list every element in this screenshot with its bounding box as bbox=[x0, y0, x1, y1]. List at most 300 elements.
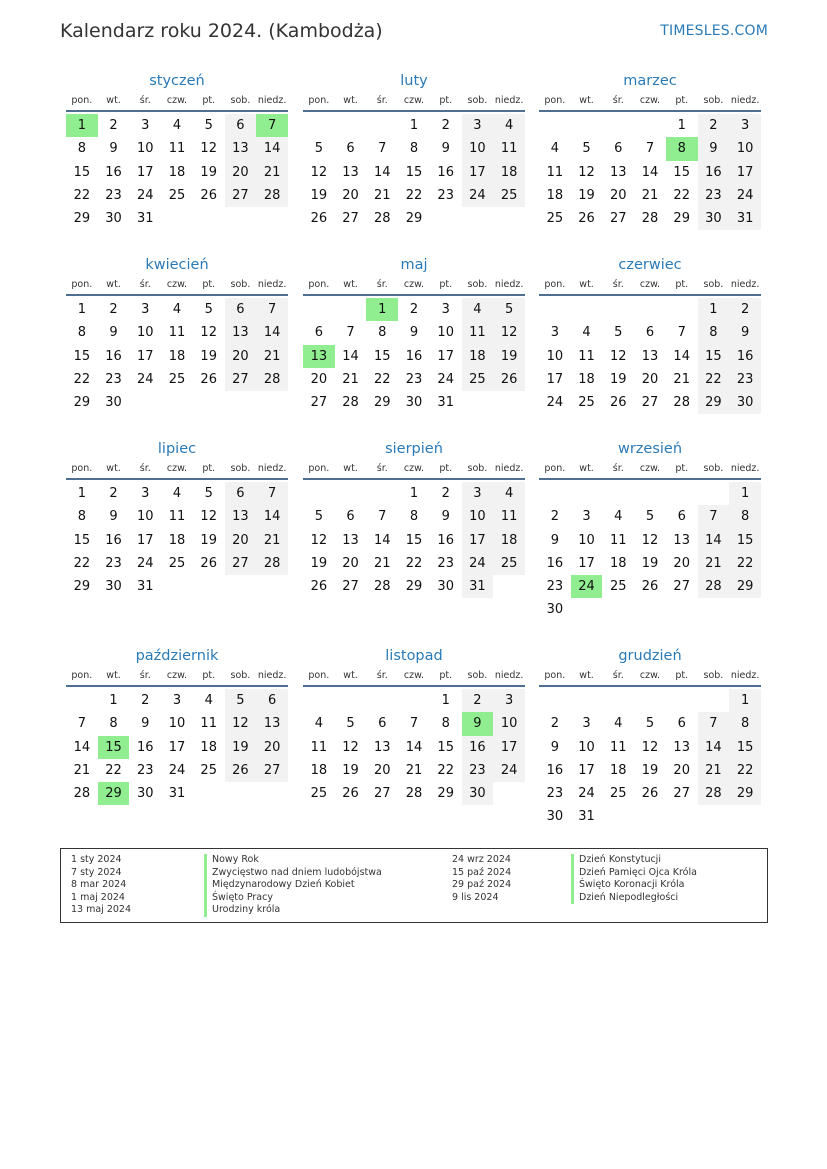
month-name: marzec bbox=[623, 73, 677, 89]
day-cell: 25 bbox=[462, 368, 494, 391]
day-cell: 26 bbox=[310, 579, 328, 595]
day-cell: 26 bbox=[342, 786, 359, 802]
day-cell: 23 bbox=[105, 371, 122, 387]
day-cell: 15 bbox=[698, 345, 730, 368]
day-cell: 13 bbox=[342, 532, 359, 548]
day-cell: 8 bbox=[729, 712, 761, 735]
day-cell: 8 bbox=[441, 716, 450, 732]
day-cell: 28 bbox=[256, 552, 288, 575]
weekday-label: wt. bbox=[579, 95, 594, 106]
day-cell: 30 bbox=[105, 395, 122, 411]
day-cell: 28 bbox=[73, 786, 91, 802]
day-cell: 10 bbox=[437, 325, 454, 341]
day-cell: 29 bbox=[437, 786, 454, 802]
weekday-label: sob. bbox=[703, 670, 724, 681]
day-cell: 26 bbox=[641, 786, 659, 802]
day-cell: 11 bbox=[546, 164, 564, 180]
day-grid bbox=[303, 114, 525, 230]
empty-cell bbox=[303, 689, 335, 712]
day-cell: 31 bbox=[578, 809, 595, 825]
weekday-label: śr. bbox=[139, 670, 151, 681]
day-cell: 8 bbox=[409, 509, 419, 525]
day-cell: 22 bbox=[437, 762, 454, 778]
day-cell: 11 bbox=[168, 509, 186, 525]
day-cell: 29 bbox=[73, 395, 91, 411]
day-cell: 22 bbox=[729, 552, 761, 575]
day-cell: 27 bbox=[256, 759, 288, 782]
month-block bbox=[66, 438, 288, 598]
day-cell: 7 bbox=[645, 141, 655, 157]
day-cell: 5 bbox=[645, 509, 655, 525]
day-cell: 7 bbox=[378, 141, 387, 157]
day-grid bbox=[66, 114, 288, 230]
day-cell: 22 bbox=[73, 187, 91, 203]
day-cell: 29 bbox=[729, 782, 761, 805]
day-cell: 12 bbox=[342, 739, 359, 755]
weekday-label: wt. bbox=[579, 279, 594, 290]
weekday-label: śr. bbox=[376, 279, 388, 290]
empty-cell bbox=[539, 689, 571, 712]
day-cell: 21 bbox=[256, 529, 288, 552]
day-cell: 31 bbox=[168, 786, 186, 802]
weekday-label: wt. bbox=[579, 670, 594, 681]
day-cell: 11 bbox=[310, 739, 328, 755]
day-cell: 9 bbox=[109, 325, 118, 341]
weekday-label: czw. bbox=[403, 279, 425, 290]
weekday-label: czw. bbox=[639, 95, 661, 106]
day-cell: 18 bbox=[493, 529, 525, 552]
day-cell: 16 bbox=[405, 348, 423, 364]
day-cell: 28 bbox=[698, 782, 730, 805]
day-cell: 20 bbox=[673, 555, 690, 571]
day-cell: 13 bbox=[225, 321, 257, 344]
weekday-label: niedz. bbox=[730, 463, 760, 474]
day-cell: 4 bbox=[614, 509, 623, 525]
holiday-legend bbox=[60, 848, 768, 923]
day-cell: 17 bbox=[137, 532, 154, 548]
weekday-header bbox=[303, 276, 525, 296]
day-cell: 7 bbox=[77, 716, 86, 732]
day-cell: 11 bbox=[168, 325, 186, 341]
day-cell: 29 bbox=[673, 211, 690, 227]
day-cell: 13 bbox=[673, 532, 690, 548]
day-cell: 23 bbox=[405, 371, 423, 387]
day-cell: 26 bbox=[641, 579, 659, 595]
day-cell: 10 bbox=[137, 325, 154, 341]
day-cell: 4 bbox=[493, 482, 525, 505]
weekday-label: sob. bbox=[230, 279, 251, 290]
day-cell: 16 bbox=[546, 555, 564, 571]
day-cell: 5 bbox=[582, 141, 591, 157]
weekday-label: śr. bbox=[376, 463, 388, 474]
day-cell: 21 bbox=[405, 762, 423, 778]
weekday-label: pon. bbox=[71, 463, 93, 474]
day-cell: 6 bbox=[378, 716, 387, 732]
day-cell: 24 bbox=[578, 786, 595, 802]
day-cell: 30 bbox=[698, 207, 730, 230]
day-cell: 16 bbox=[698, 161, 730, 184]
day-cell: 6 bbox=[225, 114, 257, 137]
empty-cell bbox=[666, 689, 698, 712]
empty-cell bbox=[366, 482, 398, 505]
day-cell: 10 bbox=[729, 137, 761, 160]
day-cell: 7 bbox=[346, 325, 355, 341]
weekday-label: sob. bbox=[230, 463, 251, 474]
day-cell: 28 bbox=[405, 786, 423, 802]
day-cell: 5 bbox=[204, 302, 213, 317]
day-cell: 14 bbox=[698, 529, 730, 552]
day-cell: 1 bbox=[677, 118, 686, 133]
day-cell: 4 bbox=[493, 114, 525, 137]
weekday-label: niedz. bbox=[257, 670, 287, 681]
empty-cell bbox=[539, 114, 571, 137]
month-name: sierpień bbox=[385, 441, 443, 457]
day-cell: 20 bbox=[641, 371, 659, 387]
day-cell: 8 bbox=[77, 509, 86, 525]
weekday-header bbox=[539, 92, 761, 112]
weekday-header bbox=[539, 667, 761, 687]
day-cell: 11 bbox=[493, 137, 525, 160]
day-cell: 12 bbox=[200, 325, 217, 341]
day-cell: 15 bbox=[73, 348, 91, 364]
empty-cell bbox=[634, 114, 666, 137]
weekday-header bbox=[303, 667, 525, 687]
day-cell: 18 bbox=[462, 345, 494, 368]
day-cell: 27 bbox=[673, 579, 690, 595]
day-cell: 3 bbox=[582, 509, 591, 525]
day-cell: 23 bbox=[729, 368, 761, 391]
day-cell: 12 bbox=[200, 509, 217, 525]
day-cell: 30 bbox=[437, 579, 454, 595]
day-cell: 30 bbox=[405, 395, 423, 411]
weekday-label: czw. bbox=[639, 463, 661, 474]
day-cell: 19 bbox=[578, 187, 595, 203]
day-cell: 24 bbox=[546, 395, 564, 411]
day-grid bbox=[539, 114, 761, 230]
day-cell: 2 bbox=[441, 118, 450, 133]
day-cell: 20 bbox=[342, 187, 359, 203]
day-cell: 26 bbox=[578, 211, 595, 227]
day-cell: 18 bbox=[168, 164, 186, 180]
day-cell: 5 bbox=[204, 118, 213, 133]
day-cell: 29 bbox=[405, 579, 423, 595]
weekday-label: śr. bbox=[612, 95, 624, 106]
weekday-label: śr. bbox=[139, 95, 151, 106]
day-cell: 22 bbox=[673, 187, 690, 203]
day-cell: 9 bbox=[109, 141, 118, 157]
day-cell: 7 bbox=[256, 482, 288, 505]
day-cell: 29 bbox=[405, 211, 423, 227]
day-cell: 9 bbox=[550, 739, 559, 755]
month-name: styczeń bbox=[149, 73, 205, 89]
weekday-label: pon. bbox=[71, 95, 93, 106]
day-cell: 29 bbox=[73, 579, 91, 595]
empty-cell bbox=[602, 689, 634, 712]
day-cell: 22 bbox=[405, 187, 423, 203]
day-cell: 21 bbox=[698, 759, 730, 782]
day-cell: 4 bbox=[172, 486, 182, 501]
legend-holiday-name: Święto Koronacji Króla bbox=[571, 879, 697, 892]
day-cell: 23 bbox=[437, 187, 454, 203]
weekday-label: śr. bbox=[612, 463, 624, 474]
day-cell: 4 bbox=[614, 716, 623, 732]
day-cell: 12 bbox=[310, 532, 328, 548]
empty-cell bbox=[602, 114, 634, 137]
day-cell: 6 bbox=[225, 482, 257, 505]
legend-holiday-name: Zwycięstwo nad dniem ludobójstwa bbox=[204, 867, 382, 880]
day-cell: 20 bbox=[310, 371, 328, 387]
day-cell: 14 bbox=[405, 739, 423, 755]
day-cell: 29 bbox=[729, 575, 761, 598]
day-cell: 12 bbox=[493, 321, 525, 344]
day-cell: 27 bbox=[342, 211, 359, 227]
day-cell: 13 bbox=[641, 348, 659, 364]
day-cell: 14 bbox=[374, 164, 391, 180]
day-cell: 23 bbox=[105, 187, 122, 203]
legend-holiday-name: Dzień Pamięci Ojca Króla bbox=[571, 867, 697, 880]
day-cell: 25 bbox=[546, 211, 564, 227]
legend-holiday-name: Urodziny króla bbox=[204, 904, 382, 917]
month-block bbox=[303, 254, 525, 414]
month-name: luty bbox=[400, 73, 428, 89]
weekday-label: wt. bbox=[343, 670, 358, 681]
day-cell: 24 bbox=[493, 759, 525, 782]
legend-holiday-name: Międzynarodowy Dzień Kobiet bbox=[204, 879, 382, 892]
site-link[interactable]: TIMESLES.COM bbox=[660, 23, 768, 39]
day-cell: 27 bbox=[225, 184, 257, 207]
weekday-label: czw. bbox=[403, 95, 425, 106]
day-cell: 16 bbox=[105, 348, 122, 364]
weekday-label: niedz. bbox=[730, 279, 760, 290]
day-cell: 15 bbox=[73, 532, 91, 548]
weekday-label: wt. bbox=[343, 95, 358, 106]
month-block bbox=[539, 438, 761, 622]
weekday-label: pt. bbox=[675, 95, 689, 106]
day-cell: 6 bbox=[225, 298, 257, 321]
day-cell: 28 bbox=[641, 211, 659, 227]
month-block bbox=[539, 70, 761, 230]
day-cell: 2 bbox=[729, 298, 761, 321]
empty-cell bbox=[698, 689, 730, 712]
day-cell: 19 bbox=[310, 187, 328, 203]
day-cell: 31 bbox=[137, 579, 154, 595]
empty-cell bbox=[335, 689, 367, 712]
legend-date: 24 wrz 2024 bbox=[452, 854, 511, 865]
empty-cell bbox=[539, 482, 571, 505]
day-cell: 18 bbox=[168, 532, 186, 548]
day-cell: 9 bbox=[141, 716, 150, 732]
day-cell: 19 bbox=[200, 532, 217, 548]
day-cell: 27 bbox=[342, 579, 359, 595]
day-cell: 19 bbox=[200, 164, 217, 180]
day-cell: 21 bbox=[698, 552, 730, 575]
weekday-label: pt. bbox=[202, 95, 216, 106]
day-cell: 31 bbox=[137, 211, 154, 227]
day-cell: 3 bbox=[462, 482, 494, 505]
weekday-label: pon. bbox=[308, 95, 330, 106]
empty-cell bbox=[303, 298, 335, 321]
month-block bbox=[66, 70, 288, 230]
day-cell: 14 bbox=[73, 739, 91, 755]
day-cell: 24 bbox=[137, 371, 154, 387]
weekday-label: wt. bbox=[343, 279, 358, 290]
day-cell: 10 bbox=[493, 712, 525, 735]
day-cell: 18 bbox=[493, 161, 525, 184]
day-cell: 10 bbox=[578, 532, 595, 548]
weekday-label: pt. bbox=[202, 463, 216, 474]
weekday-label: pt. bbox=[439, 279, 453, 290]
weekday-label: niedz. bbox=[257, 279, 287, 290]
day-cell: 7 bbox=[677, 325, 686, 341]
day-cell: 1 bbox=[77, 486, 86, 501]
day-cell: 9 bbox=[409, 325, 419, 341]
weekday-label: niedz. bbox=[494, 279, 524, 290]
day-cell: 23 bbox=[546, 786, 564, 802]
day-cell: 6 bbox=[314, 325, 323, 341]
day-cell: 26 bbox=[200, 555, 217, 571]
day-cell: 10 bbox=[137, 141, 154, 157]
day-cell: 8 bbox=[109, 716, 118, 732]
day-cell: 8 bbox=[378, 325, 387, 341]
day-cell: 16 bbox=[546, 762, 564, 778]
month-block bbox=[66, 645, 288, 805]
day-cell: 5 bbox=[225, 689, 257, 712]
day-cell: 8 bbox=[77, 141, 86, 157]
day-cell: 9 bbox=[441, 141, 450, 157]
day-cell: 3 bbox=[141, 486, 150, 501]
day-cell: 31 bbox=[729, 207, 761, 230]
day-cell: 25 bbox=[493, 184, 525, 207]
empty-cell bbox=[398, 689, 430, 712]
weekday-label: pon. bbox=[544, 670, 566, 681]
day-cell: 12 bbox=[310, 164, 328, 180]
day-cell: 2 bbox=[109, 486, 118, 501]
day-cell: 1 bbox=[77, 302, 86, 317]
day-cell: 3 bbox=[729, 114, 761, 137]
empty-cell bbox=[335, 114, 367, 137]
day-cell: 11 bbox=[610, 532, 627, 548]
weekday-label: wt. bbox=[579, 463, 594, 474]
day-cell: 31 bbox=[437, 395, 454, 411]
day-cell: 21 bbox=[374, 555, 391, 571]
weekday-label: sob. bbox=[703, 279, 724, 290]
day-cell: 20 bbox=[673, 762, 690, 778]
day-cell: 31 bbox=[462, 575, 494, 598]
weekday-label: pon. bbox=[308, 463, 330, 474]
day-cell: 10 bbox=[546, 348, 564, 364]
day-cell: 20 bbox=[610, 187, 627, 203]
day-cell: 4 bbox=[172, 302, 182, 317]
day-cell: 4 bbox=[582, 325, 591, 341]
weekday-label: pon. bbox=[544, 463, 566, 474]
day-cell: 6 bbox=[677, 509, 686, 525]
day-cell: 10 bbox=[168, 716, 186, 732]
day-cell: 17 bbox=[462, 161, 494, 184]
day-cell: 12 bbox=[641, 532, 659, 548]
day-cell: 4 bbox=[204, 693, 213, 708]
day-cell: 11 bbox=[493, 505, 525, 528]
day-cell: 25 bbox=[578, 395, 595, 411]
day-cell: 30 bbox=[546, 809, 564, 825]
month-name: maj bbox=[400, 257, 428, 273]
day-cell: 8 bbox=[409, 141, 419, 157]
day-cell: 28 bbox=[256, 368, 288, 391]
holiday-day: 13 bbox=[303, 345, 335, 368]
day-cell: 16 bbox=[105, 532, 122, 548]
day-cell: 27 bbox=[225, 368, 257, 391]
day-cell: 3 bbox=[441, 302, 450, 317]
weekday-label: niedz. bbox=[494, 95, 524, 106]
weekday-label: niedz. bbox=[730, 95, 760, 106]
weekday-label: sob. bbox=[703, 463, 724, 474]
weekday-label: pt. bbox=[439, 670, 453, 681]
day-cell: 21 bbox=[73, 762, 91, 778]
day-cell: 12 bbox=[610, 348, 627, 364]
month-block bbox=[303, 645, 525, 805]
day-cell: 10 bbox=[462, 505, 494, 528]
day-cell: 16 bbox=[437, 532, 454, 548]
day-cell: 17 bbox=[137, 348, 154, 364]
day-cell: 11 bbox=[168, 141, 186, 157]
month-block bbox=[303, 438, 525, 598]
weekday-label: niedz. bbox=[494, 670, 524, 681]
day-cell: 19 bbox=[641, 762, 659, 778]
day-cell: 6 bbox=[614, 141, 623, 157]
day-cell: 13 bbox=[374, 739, 391, 755]
day-cell: 18 bbox=[168, 348, 186, 364]
weekday-label: pt. bbox=[439, 463, 453, 474]
day-cell: 13 bbox=[225, 505, 257, 528]
day-cell: 25 bbox=[168, 371, 186, 387]
day-cell: 20 bbox=[225, 529, 257, 552]
day-cell: 6 bbox=[346, 141, 355, 157]
page-title: Kalendarz roku 2024. (Kambodża) bbox=[60, 20, 383, 42]
day-cell: 1 bbox=[729, 689, 761, 712]
weekday-label: czw. bbox=[403, 463, 425, 474]
day-cell: 6 bbox=[645, 325, 655, 341]
day-cell: 10 bbox=[578, 739, 595, 755]
day-cell: 8 bbox=[698, 321, 730, 344]
weekday-label: pt. bbox=[675, 463, 689, 474]
day-cell: 4 bbox=[550, 141, 559, 157]
day-cell: 18 bbox=[310, 762, 328, 778]
day-cell: 18 bbox=[578, 371, 595, 387]
day-cell: 15 bbox=[673, 164, 690, 180]
day-cell: 3 bbox=[582, 716, 591, 732]
day-grid bbox=[303, 298, 525, 414]
legend-names-left bbox=[204, 854, 382, 917]
day-cell: 7 bbox=[256, 298, 288, 321]
day-cell: 1 bbox=[409, 118, 419, 133]
day-cell: 12 bbox=[200, 141, 217, 157]
legend-dates-right bbox=[452, 854, 511, 904]
day-cell: 1 bbox=[109, 693, 118, 708]
day-cell: 14 bbox=[698, 736, 730, 759]
day-cell: 19 bbox=[225, 736, 257, 759]
day-cell: 29 bbox=[698, 391, 730, 414]
empty-cell bbox=[571, 689, 603, 712]
day-cell: 30 bbox=[462, 782, 494, 805]
legend-date: 15 paź 2024 bbox=[452, 866, 512, 878]
day-cell: 4 bbox=[462, 298, 494, 321]
day-cell: 8 bbox=[729, 505, 761, 528]
day-grid bbox=[303, 482, 525, 598]
day-cell: 28 bbox=[698, 575, 730, 598]
day-cell: 26 bbox=[493, 368, 525, 391]
day-cell: 23 bbox=[546, 579, 564, 595]
weekday-label: śr. bbox=[612, 670, 624, 681]
weekday-label: niedz. bbox=[730, 670, 760, 681]
